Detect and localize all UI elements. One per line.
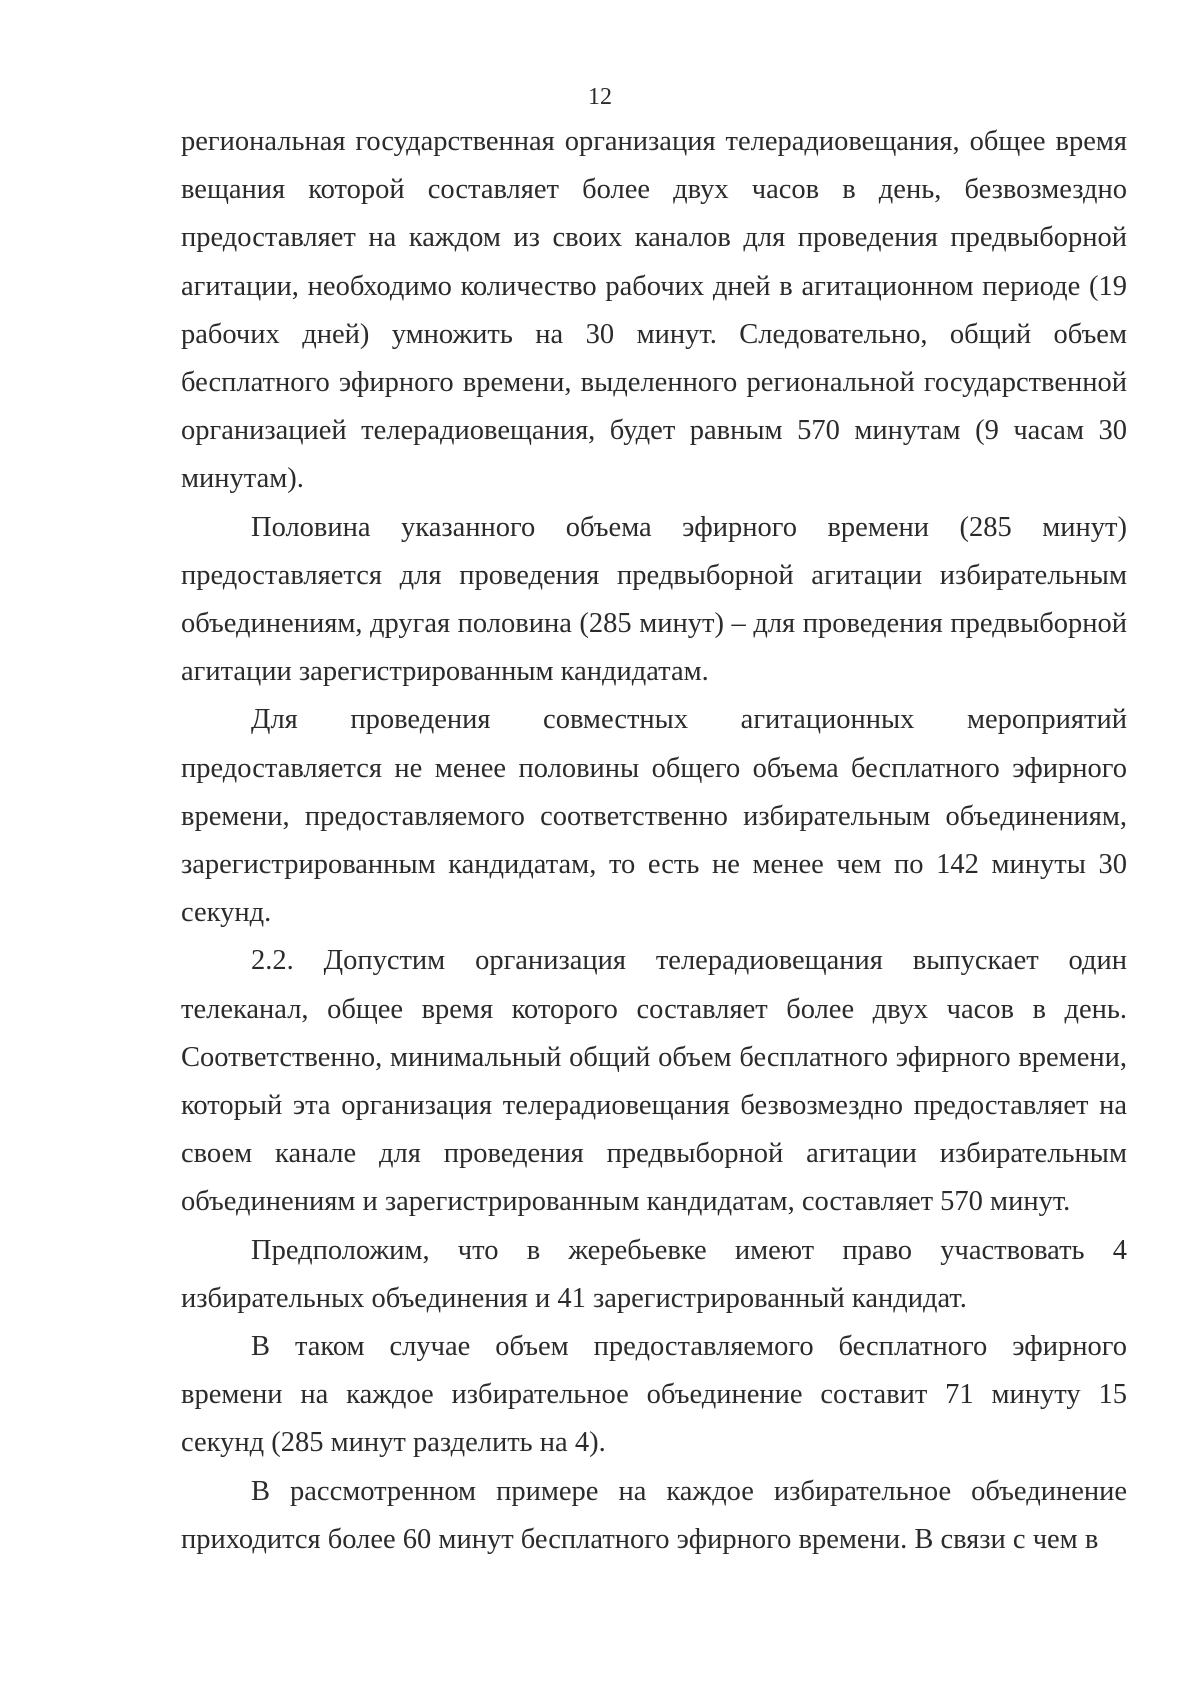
document-body	[181, 118, 1127, 1564]
paragraph-6: В таком случае объем предоставляемого бесплатного эфирного времени на каждое избирательное объединение составит 71 минуту 15 секунд (285 минут разделить на 4).	[181, 1331, 1127, 1459]
paragraph-2: Половина указанного объема эфирного времени (285 минут) предоставляется для проведения предвыборной агитации избирательным объединениям, другая половина (285 минут) – для проведения предвыборной агитации зарегистрированным кандидатам.	[181, 511, 1127, 688]
paragraph-7: В рассмотренном примере на каждое избирательное объединение приходится более 60 минут бесплатного эфирного времени. В связи с чем в	[181, 1475, 1127, 1555]
page-number: 12	[588, 84, 612, 110]
paragraph-1: региональная государственная организация телерадиовещания, общее время вещания которой составляет более двух часов в день, безвозмездно предоставляет на каждом из своих каналов для проведения предвыборной агитации, необходимо количество рабочих дней в агитационном периоде (19 рабочих дней) умножить на 30 минут. Следовательно, общий объем бесплатного эфирного времени, выделенного региональной государственной организацией телерадиовещания, будет равным 570 минутам (9 часам 30 минутам).	[181, 126, 1127, 495]
paragraph-4: 2.2. Допустим организация телерадиовещания выпускает один телеканал, общее время которого составляет более двух часов в день. Соответственно, минимальный общий объем бесплатного эфирного времени, который эта организация телерадиовещания безвозмездно предоставляет на своем канале для проведения предвыборной агитации избирательным объединениям и зарегистрированным кандидатам, составляет 570 минут.	[181, 945, 1127, 1218]
paragraph-5: Предположим, что в жеребьевке имеют право участвовать 4 избирательных объединения и 41 зарегистрированный кандидат.	[181, 1234, 1127, 1314]
paragraph-3: Для проведения совместных агитационных мероприятий предоставляется не менее половины общего объема бесплатного эфирного времени, предоставляемого соответственно избирательным объединениям, зарегистрированным кандидатам, то есть не менее чем по 142 минуты 30 секунд.	[181, 704, 1127, 929]
